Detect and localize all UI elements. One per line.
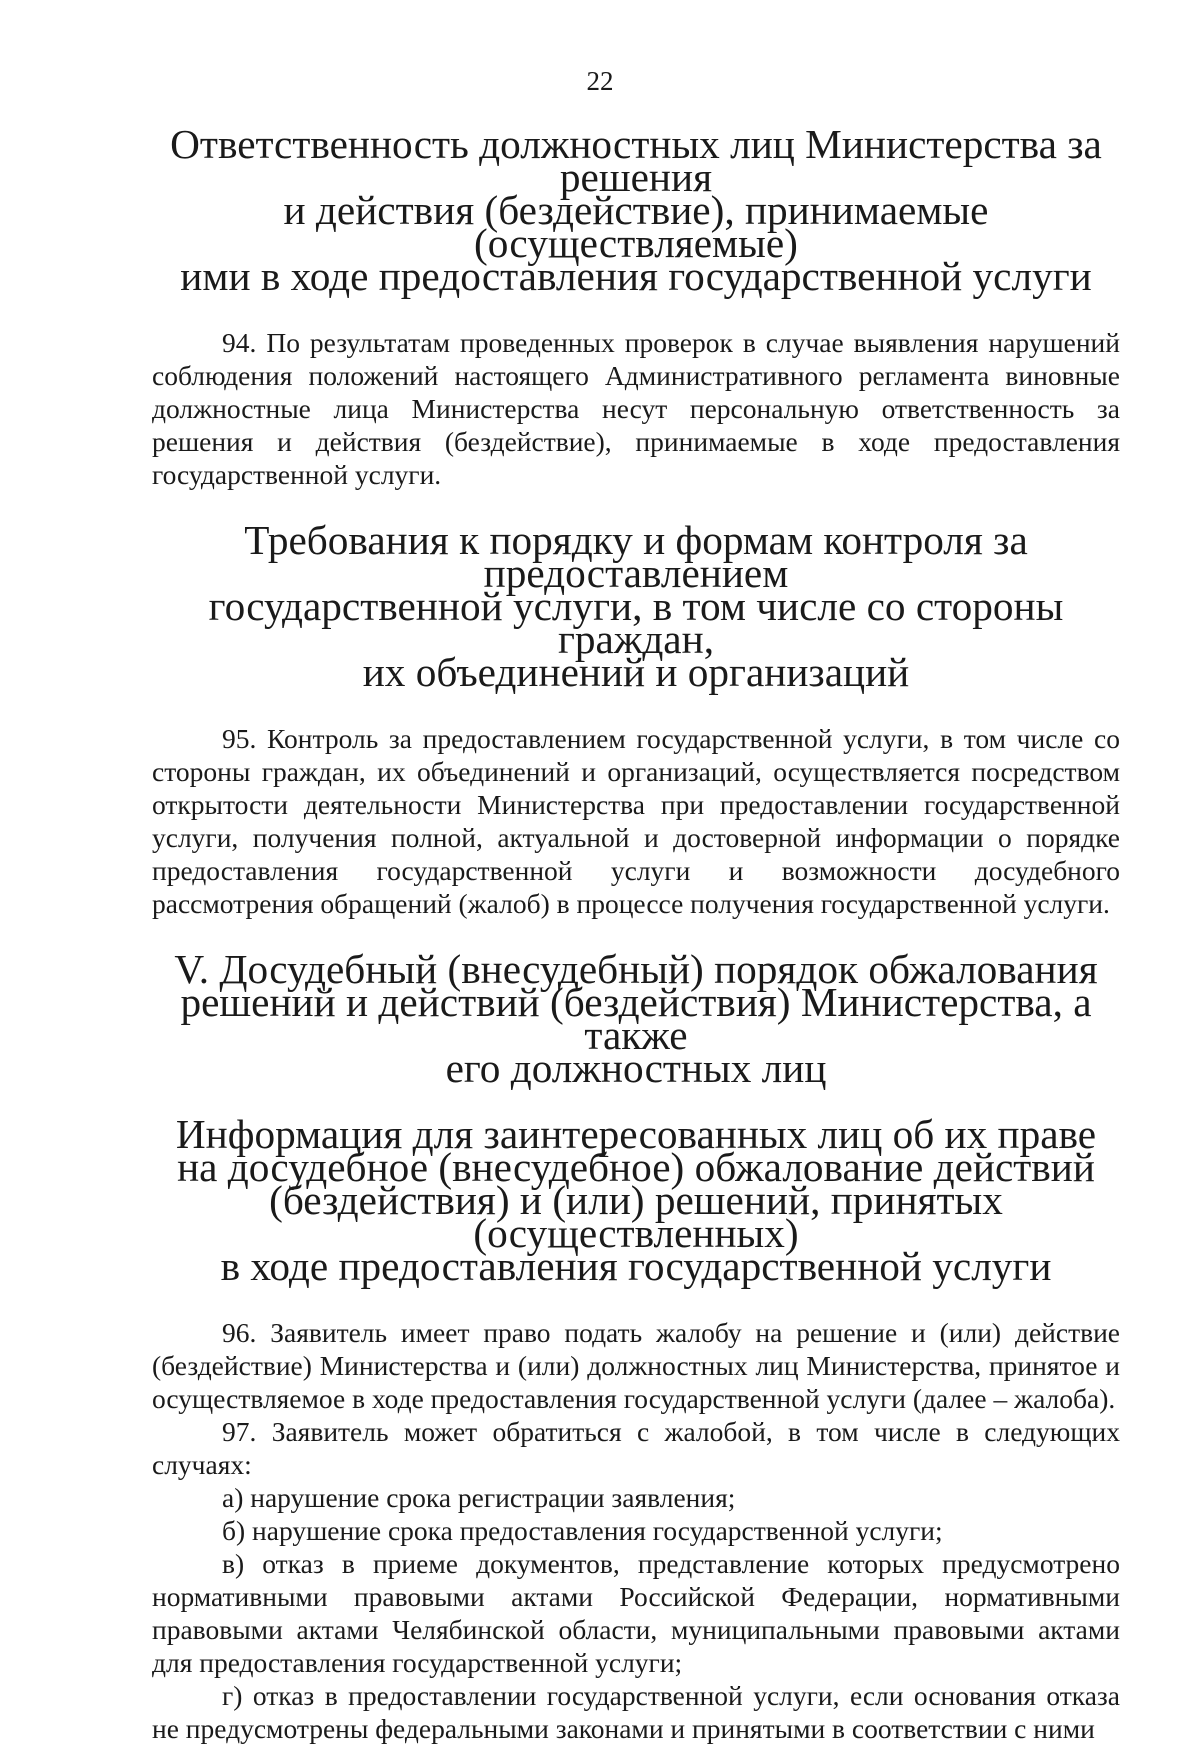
heading-line: их объединений и организаций — [362, 649, 910, 695]
heading-line: в ходе предоставления государственной услуги — [220, 1243, 1052, 1289]
document-body — [152, 121, 1120, 1745]
chapter-heading-pretrial-appeal — [152, 946, 1120, 1091]
heading-line: его должностных лиц — [445, 1045, 827, 1091]
heading-line: Требования к порядку и формам контроля за предоставлением — [244, 517, 1028, 596]
heading-line: решений и действий (бездействия) Министерства, а также — [180, 979, 1092, 1058]
heading-line: Ответственность должностных лиц Министерства за решения — [170, 121, 1102, 200]
paragraph-94: 94. По результатам проведенных проверок в случае выявления нарушений соблюдения положений настоящего Административного регламента виновные должностные лица Министерства несут персональную ответственность за решения и действия (бездействие), принимаемые в ходе предоставления государственной услуги. — [152, 327, 1120, 490]
list-item-b: б) нарушение срока предоставления государственной услуги; — [222, 1515, 943, 1546]
heading-line: (бездействия) и (или) решений, принятых (осуществленных) — [269, 1177, 1003, 1256]
list-item-v: в) отказ в приеме документов, представление которых предусмотрено нормативными правовыми актами Российской Федерации, нормативными правовыми актами Челябинской области, муниципальными правовыми актами для предоставления государственной услуги; — [152, 1548, 1120, 1678]
page-number: 22 — [586, 66, 614, 96]
heading-line: Информация для заинтересованных лиц об их праве — [175, 1111, 1097, 1157]
heading-line: V. Досудебный (внесудебный) порядок обжалования — [174, 946, 1098, 992]
list-item-g: г) отказ в предоставлении государственной услуги, если основания отказа не предусмотрены федеральными законами и принятыми в соответствии с ними — [152, 1680, 1120, 1744]
heading-line: и действия (бездействие), принимаемые (осуществляемые) — [283, 187, 989, 266]
paragraph-97: 97. Заявитель может обратиться с жалобой, в том числе в следующих случаях: — [152, 1416, 1120, 1480]
heading-line: на досудебное (внесудебное) обжалование действий — [177, 1144, 1095, 1190]
section-heading-control-requirements — [152, 517, 1120, 695]
section-heading-responsibility — [152, 121, 1120, 299]
paragraph-96: 96. Заявитель имеет право подать жалобу на решение и (или) действие (бездействие) Министерства и (или) должностных лиц Министерства, принятое и осуществляемое в ходе предоставления государственной услуги (далее – жалоба). — [152, 1317, 1120, 1414]
paragraph-95: 95. Контроль за предоставлением государственной услуги, в том числе со стороны граждан, их объединений и организаций, осуществляется посредством открытости деятельности Министерства при предоставлении государственной услуги, получения полной, актуальной и достоверной информации о порядке предоставления государственной услуги и возможности досудебного рассмотрения обращений (жалоб) в процессе получения государственной услуги. — [152, 723, 1120, 919]
heading-line: государственной услуги, в том числе со стороны граждан, — [208, 583, 1064, 662]
heading-line: ими в ходе предоставления государственной услуги — [180, 253, 1092, 299]
list-item-a: а) нарушение срока регистрации заявления; — [222, 1482, 736, 1513]
section-heading-appeal-information — [152, 1111, 1120, 1289]
